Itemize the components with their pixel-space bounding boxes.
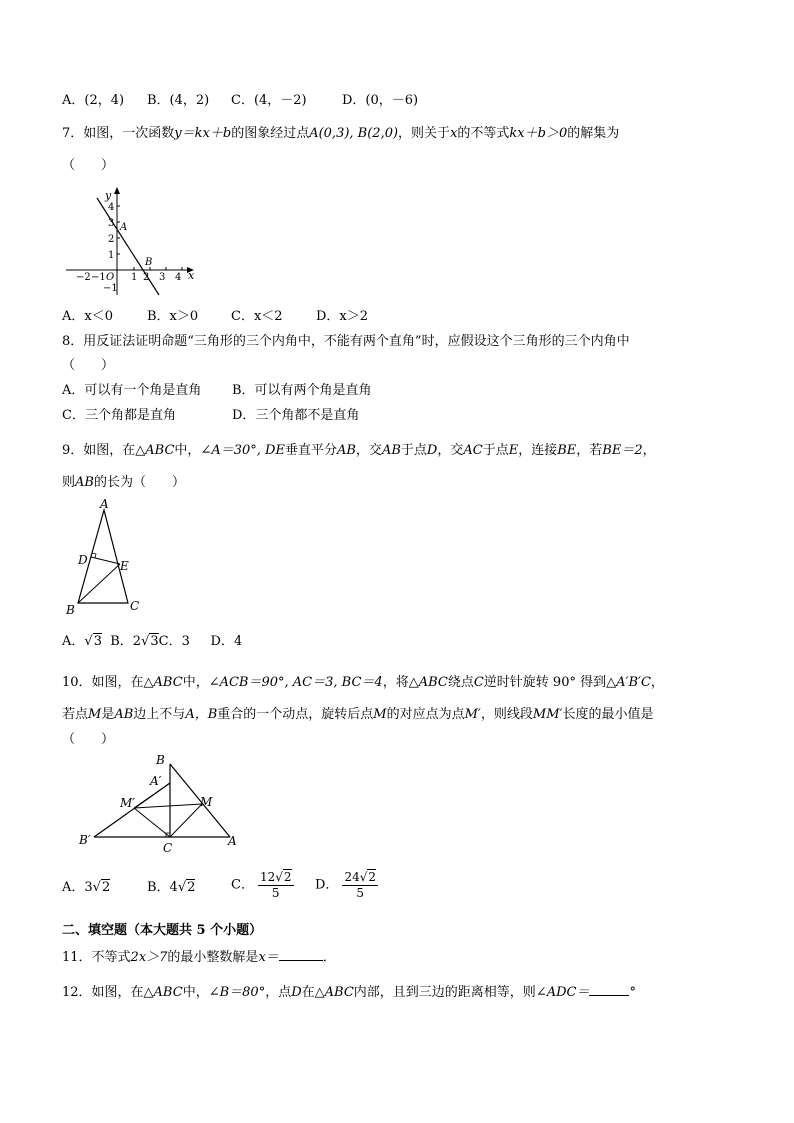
q7-option-d: D．x＞2 bbox=[316, 309, 369, 324]
x-tick-label: 3 bbox=[159, 272, 166, 283]
q7-graph bbox=[62, 183, 202, 298]
q7-formula: y＝kx＋b bbox=[174, 126, 232, 141]
q8-option-a: A．可以有一个角是直角 bbox=[62, 383, 202, 398]
q8-option-c: C．三个角都是直角 bbox=[62, 408, 176, 423]
q10-option-d: D． $\frac{24√2}{5}$ bbox=[315, 870, 377, 900]
vertex-c-label: C bbox=[163, 841, 173, 855]
segment-m-c bbox=[170, 804, 202, 837]
q10-option-b: B．4√2 bbox=[147, 880, 196, 895]
x-tick-label: 1 bbox=[131, 272, 138, 283]
q8-option-b: B．可以有两个角是直角 bbox=[232, 383, 372, 398]
y-tick-label: 1 bbox=[108, 250, 115, 261]
q7-points: A(0,3), B(2,0) bbox=[309, 126, 399, 141]
q9-triangle-figure bbox=[62, 496, 152, 621]
q9-stem-line1: 9．如图，在△ABC中，∠A＝30°, DE垂直平分AB，交AB于点D，交AC于点E，连接BE，若BE＝2， bbox=[62, 443, 656, 458]
point-d-label: D bbox=[78, 553, 88, 567]
q6-option-d: D．(0，－6) bbox=[342, 93, 419, 108]
q7-option-b: B．x＞0 bbox=[147, 309, 199, 324]
q7-text: ，则关于 bbox=[398, 126, 451, 141]
x-tick-label: 4 bbox=[175, 272, 182, 283]
y-axis-arrow-icon bbox=[114, 187, 120, 194]
vertex-a-label: A bbox=[100, 497, 109, 511]
y-tick-label: −1 bbox=[103, 283, 118, 294]
q7-text: 的图象经过点 bbox=[231, 126, 310, 141]
q7-stem bbox=[62, 126, 619, 142]
vertex-b-prime-label: B′ bbox=[79, 833, 91, 847]
q6-option-a: A．(2，4) bbox=[62, 93, 125, 108]
x-tick-label: 2 bbox=[143, 272, 150, 283]
q11-stem: 11．不等式2x＞7的最小整数解是x＝ ． bbox=[62, 950, 336, 965]
q12-stem: 12．如图，在△ABC中，∠B＝80°，点D在△ABC内部，且到三边的距离相等，则∠ADC＝ ° bbox=[62, 985, 636, 1000]
q8-stem: 8．用反证法证明命题“三角形的三个内角中，不能有两个直角”时，应假设这个三角形的三个内角中 bbox=[62, 334, 630, 349]
x-tick-label: −1 bbox=[91, 272, 106, 283]
point-a-label: A bbox=[120, 222, 128, 233]
section-heading: 二、填空题（本大题共 5 个小题） bbox=[62, 923, 263, 938]
y-label: y bbox=[105, 189, 112, 202]
vertex-a-prime-label: A′ bbox=[150, 774, 162, 788]
point-m-label: M bbox=[200, 795, 213, 809]
vertex-c-label: C bbox=[130, 599, 140, 613]
segment-mp-c bbox=[134, 808, 170, 837]
q10-rotation-figure bbox=[62, 752, 252, 857]
q10-stem-line2: 若点M是AB边上不与A，B重合的一个动点，旋转后点M的对应点为点M′，则线段MM′长度的最小值是 bbox=[62, 707, 654, 722]
x-label: x bbox=[188, 269, 195, 282]
vertex-b-label: B bbox=[156, 753, 165, 767]
q7-text: 如图，一次函数 bbox=[83, 126, 175, 141]
q11-answer-blank[interactable] bbox=[279, 948, 323, 961]
q6-option-b: B．(4，2) bbox=[147, 93, 210, 108]
q7-var: x bbox=[450, 126, 458, 141]
q10-stem-line1: 10．如图，在△ABC中，∠ACB＝90°, AC＝3, BC＝4，将△ABC绕点C逆时针旋转 90° 得到△A′B′C， bbox=[62, 675, 664, 690]
q6-option-c: C．(4，－2) bbox=[231, 93, 307, 108]
vertex-b-label: B bbox=[66, 603, 75, 617]
segment-be bbox=[78, 564, 120, 603]
point-e-label: E bbox=[120, 559, 129, 573]
q10-option-c: C． $\frac{12√2}{5}$ bbox=[231, 870, 292, 900]
q7-number: 7． bbox=[62, 126, 84, 141]
origin-label: O bbox=[106, 272, 115, 283]
vertex-a-label: A bbox=[228, 834, 237, 848]
point-m-prime-label: M′ bbox=[120, 796, 136, 810]
q8-option-d: D．三个角都不是直角 bbox=[232, 408, 360, 423]
q7-answer-paren: （ ） bbox=[62, 158, 115, 173]
q10-option-a: A．3√2 bbox=[62, 880, 111, 895]
x-tick-label: −2 bbox=[76, 272, 91, 283]
q8-answer-paren: （ ） bbox=[62, 358, 115, 373]
q12-answer-blank[interactable] bbox=[589, 983, 629, 996]
q9-options: A．√3 B．2√3C．3 D．4 bbox=[62, 634, 243, 649]
y-tick-label: 4 bbox=[108, 202, 115, 213]
q9-stem-line2: 则AB的长为（ ） bbox=[62, 475, 185, 490]
y-tick-label: 3 bbox=[108, 218, 115, 229]
q7-option-c: C．x＜2 bbox=[231, 309, 283, 324]
point-b-label: B bbox=[145, 257, 153, 268]
y-tick-label: 2 bbox=[108, 234, 115, 245]
q7-text: 的不等式 bbox=[457, 126, 510, 141]
q7-inequality: kx＋b＞0 bbox=[509, 126, 568, 141]
segment-mp-m bbox=[134, 804, 202, 808]
q7-text: 的解集为 bbox=[567, 126, 620, 141]
q10-answer-paren: （ ） bbox=[62, 732, 115, 747]
q7-option-a: A．x＜0 bbox=[62, 309, 113, 324]
